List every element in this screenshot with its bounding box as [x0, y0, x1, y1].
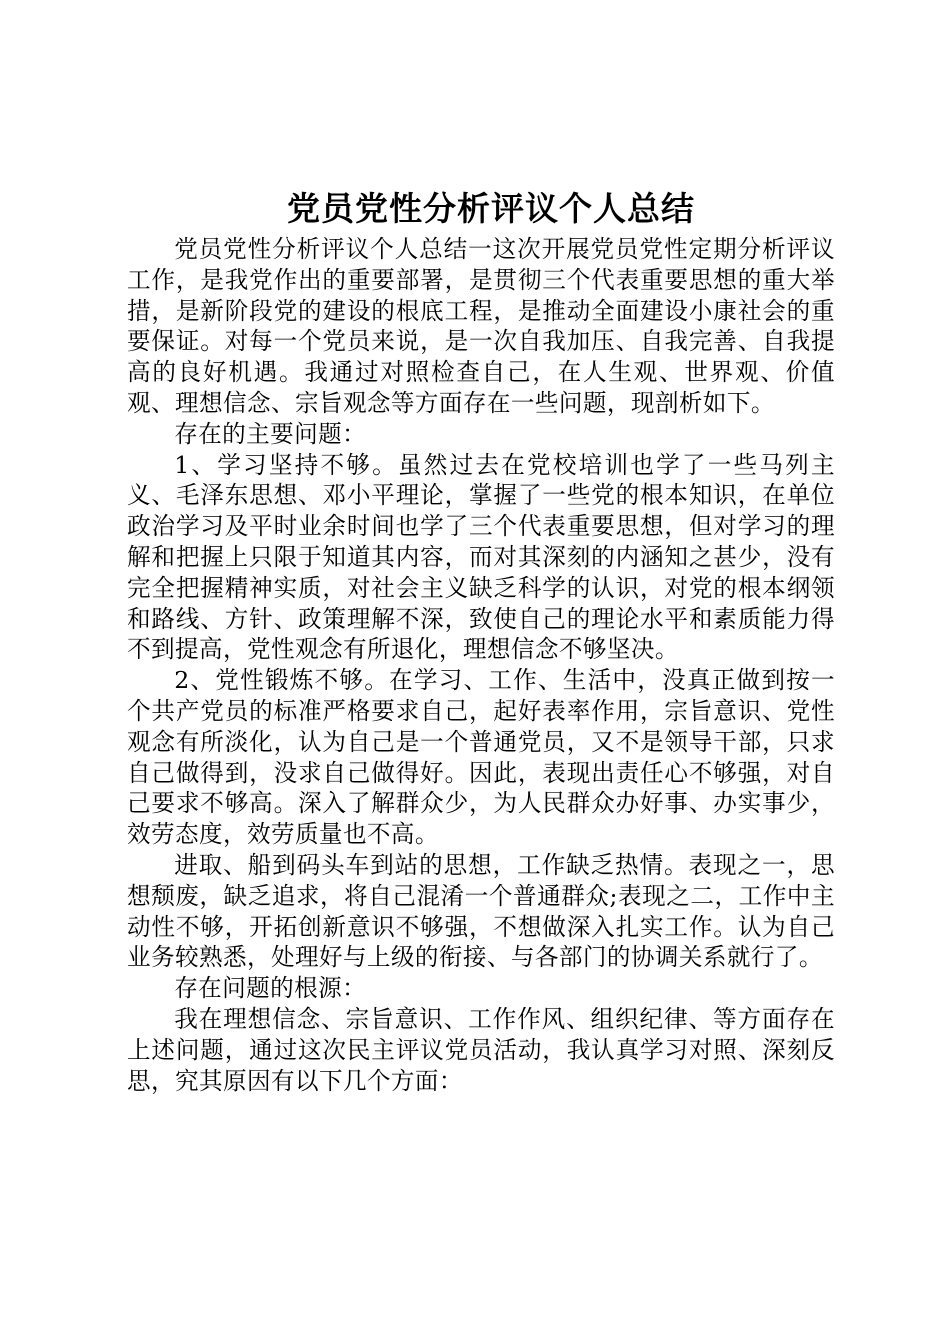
paragraph-problem-2: 2、党性锻炼不够。在学习、工作、生活中，没真正做到按一个共产党员的标准严格要求自己，起好表率作用，宗旨意识、党性观念有所淡化，认为自己是一个普通党员，又不是领导干部，只求自己做得到，没求自己做得好。因此，表现出责任心不够强，对自己要求不够高。深入了解群众少，为人民群众办好事、办实事少，效劳态度，效劳质量也不高。 [127, 666, 835, 849]
paragraph-root-cause-heading: 存在问题的根源： [174, 974, 367, 1003]
paragraph-problem-3: 进取、船到码头车到站的思想，工作缺乏热情。表现之一，思想颓废，缺乏追求，将自己混淆一个普通群众;表现之二，工作中主动性不够，开拓创新意识不够强，不想做深入扎实工作。认为自己业务较熟悉，处理好与上级的衔接、与各部门的协调关系就行了。 [127, 850, 835, 972]
document-title: 党员党性分析评议个人总结 [287, 189, 695, 228]
document-page [127, 186, 835, 1096]
paragraph-main-problems-heading: 存在的主要问题： [174, 419, 367, 448]
paragraph-problem-1: 1、学习坚持不够。虽然过去在党校培训也学了一些马列主义、毛泽东思想、邓小平理论，掌握了一些党的根本知识，在单位政治学习及平时业余时间也学了三个代表重要思想，但对学习的理解和把握上只限于知道其内容，而对其深刻的内涵知之甚少，没有完全把握精神实质，对社会主义缺乏科学的认识，对党的根本纲领和路线、方针、政策理解不深，致使自己的理论水平和素质能力得不到提高，党性观念有所退化，理想信念不够坚决。 [127, 450, 835, 664]
paragraph-root-cause-intro: 我在理想信念、宗旨意识、工作作风、组织纪律、等方面存在上述问题，通过这次民主评议党员活动，我认真学习对照、深刻反思，究其原因有以下几个方面： [127, 1004, 835, 1095]
paragraph-intro: 党员党性分析评议个人总结一这次开展党员党性定期分析评议工作，是我党作出的重要部署，是贯彻三个代表重要思想的重大举措，是新阶段党的建设的根底工程，是推动全面建设小康社会的重要保证。对每一个党员来说，是一次自我加压、自我完善、自我提高的良好机遇。我通过对照检查自己，在人生观、世界观、价值观、理想信念、宗旨观念等方面存在一些问题，现剖析如下。 [127, 235, 835, 417]
